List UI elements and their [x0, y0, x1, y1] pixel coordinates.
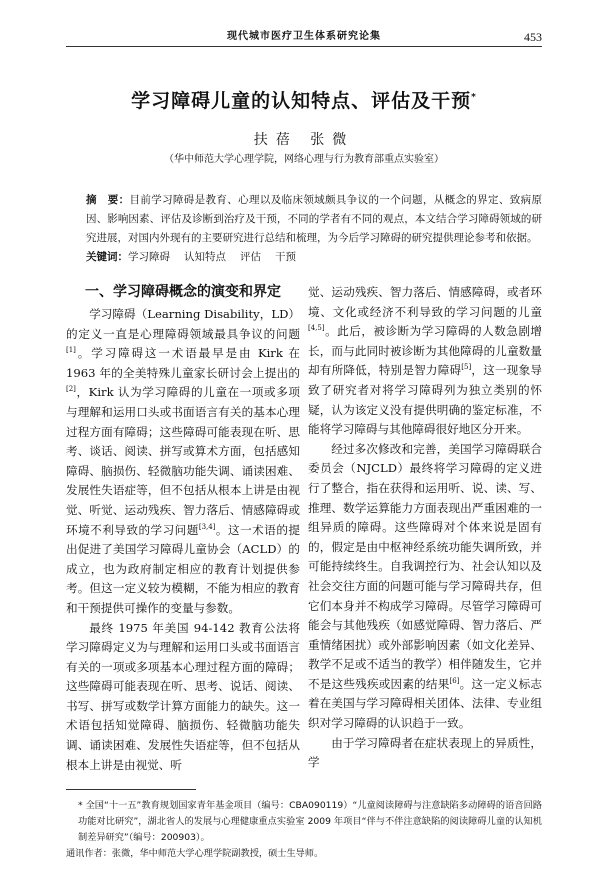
citation: [5]: [461, 363, 472, 372]
text-run: ，这一现象导致了研究者对将学习障碍列为独立类别的怀疑，认为该定义没有提供明确的鉴定标准，不能将学习障碍与其他障碍很好地区分开来。: [308, 363, 542, 437]
keyword: 评估: [240, 251, 261, 263]
body-columns: [66, 283, 542, 775]
citation: [6]: [449, 677, 460, 686]
title-text: 学习障碍儿童的认知特点、评估及干预: [131, 90, 472, 112]
header-rule: [66, 46, 542, 47]
footnotes: [66, 798, 542, 862]
text-run: 。这一定义标志着在美国与学习障碍相关团体、法律、专业组织对学习障碍的认识趋于一致。: [308, 676, 542, 731]
left-column: [66, 283, 300, 775]
right-column: [308, 283, 542, 773]
text-run: 。此后，被诊断为学习障碍的人数急剧增长，而与此同时被诊断为其他障碍的儿童数量却有所降低，特别是智力障碍: [308, 324, 542, 378]
keyword: 干预: [275, 251, 296, 263]
text-run: 觉、运动残疾、智力落后、情感障碍，或者环境、文化或经济不利导致的学习问题的儿童: [308, 285, 542, 319]
paragraph: 由于学习障碍者在症状表现上的异质性，学: [308, 735, 542, 770]
affiliation: （华中师范大学心理学院，网络心理与行为教育部重点实验室）: [164, 154, 444, 165]
abstract-label: 摘 要：: [86, 194, 130, 206]
text-run: 。这一术语的提出促进了美国学习障碍儿童协会（ACLD）的成立，也为政府制定相应的教育计划提供参考。但这一定义较为模糊，不能为相应的教育和干预提供可操作的变量与参数。: [66, 522, 300, 615]
abstract-text: 目前学习障碍是教育、心理以及临床领域颇具争议的一个问题，从概念的界定、致病原因、影响因素、评估及诊断到治疗及干预，不同的学者有不同的观点，本文结合学习障碍领域的研究进展，对国内外现有的主要研究进行总结和梳理，为今后学习障碍的研究提供理论参考和依据。: [86, 194, 543, 244]
paragraph: [308, 440, 542, 734]
authors: 扶蓓 张微: [253, 132, 355, 148]
funding-footnote: * 全国“十一五”教育规划国家青年基金项目（编号：CBA090119）“儿童阅读障碍与注意缺陷多动障碍的语音回路功能对比研究”，湖北省人的发展与心理健康重点实验室 2009 年项目“伴与不伴注意缺陷的阅读障碍儿童的认知机制差异研究”（编号：200903）。: [78, 800, 542, 844]
citation: [4,5]: [308, 324, 325, 333]
section-heading: 一、学习障碍概念的演变和界定: [85, 284, 281, 300]
abstract: [66, 191, 542, 267]
keywords-label: 关键词：: [86, 251, 128, 263]
title-footnote-mark: *: [471, 92, 477, 103]
keywords: [66, 248, 542, 267]
keyword: 认知特点: [184, 251, 226, 263]
text-run: 学习障碍（Learning Disability，LD）的定义一直是心理障碍领域最具争议的问题: [66, 307, 300, 341]
paragraph: [308, 283, 542, 440]
text-run: ，Kirk 认为学习障碍的儿童在一项或多项与理解和运用口头或书面语言有关的基本心理过程方面有障碍；这些障碍可能表现在听、思考、谈话、阅读、拼写或算术方面，包括感知障碍、脑损伤、轻微脑功能失调、诵读困难、发展性失语症等，但不包括从根本上讲是由视觉、听觉、运动残疾、智力落后、情感障碍或环境不利导致的学习问题: [66, 385, 300, 537]
citation: [1]: [66, 346, 76, 355]
citation: [2]: [66, 385, 76, 394]
article-title: [66, 88, 542, 114]
running-header: [66, 30, 542, 48]
citation: [3,4]: [198, 522, 216, 531]
paragraph: [66, 305, 300, 619]
text-run: 。学习障碍这一术语最早是由 Kirk 在 1963 年的全美特殊儿童家长研讨会上提出的: [66, 346, 300, 380]
page-number: 453: [524, 30, 542, 44]
footnote-rule: [66, 789, 196, 790]
text-run: 经过多次修改和完善，美国学习障碍联合委员会（NJCLD）最终将学习障碍的定义进行了整合，指在获得和运用听、说、读、写、推理、数学运算能力方面表现出严重困难的一组异质的障碍。这些障碍对个体来说是固有的，假定是由中枢神经系统功能失调所致，并可能持续终生。自我调控行为、社会认知以及社会交往方面的问题可能与学习障碍共存，但它们本身并不构成学习障碍。尽管学习障碍可能会与其他残疾（如感觉障碍、智力落后、严重情绪困扰）或外部影响因素（如文化差异、教学不足或不适当的教学）相伴随发生，它并不是这些残疾或因素的结果: [308, 441, 542, 691]
paragraph: 最终 1975 年美国 94-142 教育公法将学习障碍定义为与理解和运用口头或书面语言有关的一项或多项基本心理过程方面的障碍；这些障碍可能表现在听、思考、说话、阅读、书写、拼写或数学计算方面能力的缺失。这一术语包括知觉障碍、脑损伤、轻微脑功能失调、诵读困难、发展性失语症等，但不包括从根本上讲是由视觉、听: [66, 620, 300, 772]
correspondence-footnote: 通讯作者：张微，华中师范大学心理学院副教授，硕士生导师。: [66, 848, 324, 860]
journal-title: 现代城市医疗卫生体系研究论集: [227, 31, 381, 42]
keyword: 学习障碍: [128, 251, 170, 263]
